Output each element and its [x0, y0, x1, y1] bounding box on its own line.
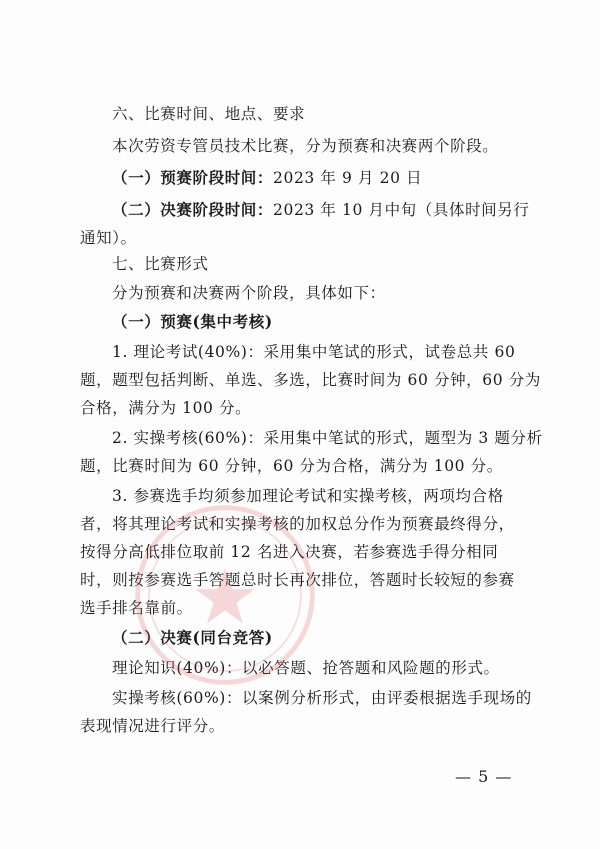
final-item-2-line-1: 实操考核(60%)：以案例分析形式，由评委根据选手现场的	[112, 689, 532, 707]
prelim-item-1-line-1: 1. 理论考试(40%)：采用集中笔试的形式，试卷总共 60	[112, 343, 516, 361]
prelim-item-1-line-2: 题，题型包括判断、单选、多选，比赛时间为 60 分钟，60 分为	[80, 371, 541, 389]
page-number: — 5 —	[455, 767, 513, 786]
final-item-2-line-2: 表现情况进行评分。	[80, 717, 225, 735]
final-subtitle: （二）决赛(同台竞答)	[112, 628, 273, 647]
prelim-time-line	[112, 168, 520, 188]
section-7-title: 七、比赛形式	[112, 255, 209, 273]
prelim-time-label: （一）预赛阶段时间：	[112, 168, 274, 187]
prelim-subtitle: （一）预赛(集中考核)	[112, 312, 273, 331]
final-item-1: 理论知识(40%)：以必答题、抢答题和风险题的形式。	[112, 659, 500, 677]
prelim-item-3-line-2: 者，将其理论考试和实操考核的加权总分作为预赛最终得分，	[80, 515, 515, 533]
section-6-intro: 本次劳资专管员技术比赛，分为预赛和决赛两个阶段。	[112, 137, 499, 155]
final-time-label: （二）决赛阶段时间：	[112, 200, 274, 219]
prelim-item-3-line-4: 时，则按参赛选手答题总时长再次排位，答题时长较短的参赛	[80, 571, 515, 589]
prelim-item-2-line-2: 题，比赛时间为 60 分钟，60 分为合格，满分为 100 分。	[80, 457, 503, 475]
section-6-title: 六、比赛时间、地点、要求	[112, 105, 306, 123]
prelim-item-3-line-3: 按得分高低排位取前 12 名进入决赛，若参赛选手得分相同	[80, 543, 499, 561]
prelim-item-3-line-5: 选手排名靠前。	[80, 599, 193, 617]
final-time-value: 2023 年 10 月中旬（具体时间另行	[273, 201, 530, 219]
final-time-value-cont: 通知）。	[80, 229, 137, 247]
section-7-intro: 分为预赛和决赛两个阶段，具体如下：	[112, 284, 386, 302]
prelim-item-3-line-1: 3. 参赛选手均须参加理论考试和实操考核，两项均合格	[112, 487, 504, 505]
final-time-line	[112, 200, 530, 220]
official-seal-icon	[130, 500, 320, 690]
prelim-item-1-line-3: 合格，满分为 100 分。	[80, 399, 252, 417]
prelim-time-value: 2023 年 9 月 20 日	[273, 169, 423, 187]
prelim-item-2-line-1: 2. 实操考核(60%)：采用集中笔试的形式，题型为 3 题分析	[112, 429, 543, 447]
